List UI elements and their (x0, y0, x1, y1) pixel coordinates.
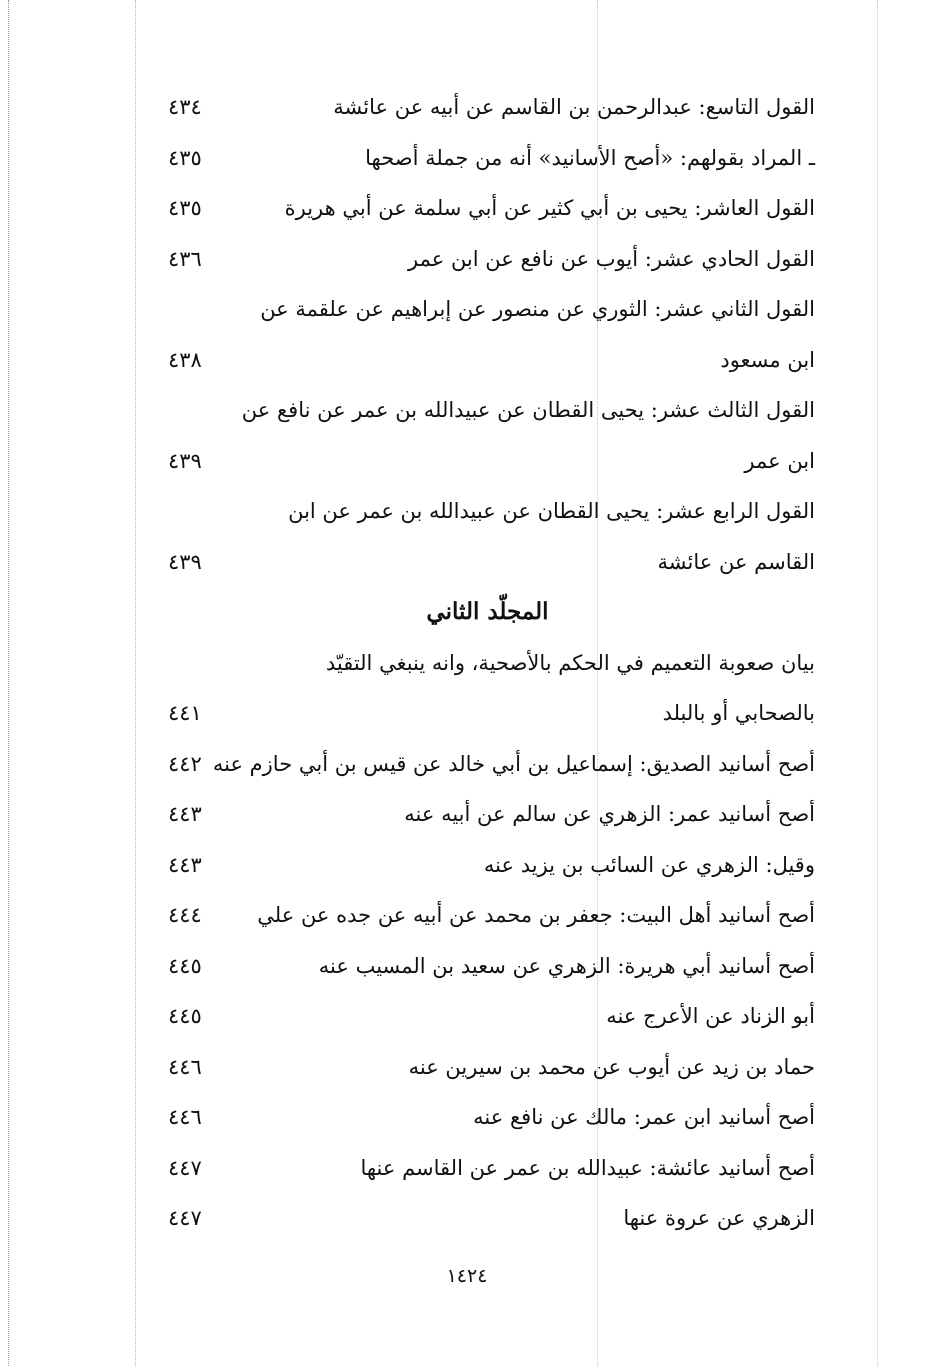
toc-entry-page-number: ٤٣٦ (168, 246, 202, 271)
toc-entry-title: أصح أسانيد أهل البيت: جعفر بن محمد عن أبيه عن جده عن علي (257, 903, 815, 927)
toc-entry-title: بالصحابي أو بالبلد (662, 701, 815, 725)
toc-entry-title: القول الثاني عشر: الثوري عن منصور عن إبراهيم عن علقمة عن (260, 297, 815, 321)
toc-entry-page-number: ٤٤٤ (168, 903, 202, 927)
toc-entry-title: أصح أسانيد الصديق: إسماعيل بن أبي خالد عن قيس بن أبي حازم عنه (212, 751, 815, 776)
toc-entry (160, 690, 815, 741)
toc-entry (160, 539, 815, 590)
toc-entry-page-number: ٤٤٦ (168, 1105, 202, 1129)
toc-entry-title: أصح أسانيد عمر: الزهري عن سالم عن أبيه عنه (404, 802, 815, 826)
scan-dotted-line (877, 0, 878, 1366)
toc-entry (160, 741, 815, 792)
toc-entry-title: أصح أسانيد ابن عمر: مالك عن نافع عنه (473, 1105, 815, 1129)
toc-entry-page-number: ٤٣٨ (168, 347, 202, 372)
toc-entry-title: الزهري عن عروة عنها (623, 1206, 815, 1230)
toc-entry (160, 842, 815, 893)
toc-entry (160, 387, 815, 438)
toc-entry-title: وقيل: الزهري عن السائب بن يزيد عنه (483, 852, 815, 877)
toc-entry (160, 791, 815, 842)
toc-entry (160, 286, 815, 337)
toc-entry-title: بيان صعوبة التعميم في الحكم بالأصحية، وانه ينبغي التقيّد (325, 650, 815, 675)
toc-entry (160, 438, 815, 489)
toc-entry-title: أبو الزناد عن الأعرج عنه (606, 1004, 815, 1028)
toc-entry-page-number: ٤٤٥ (168, 953, 202, 978)
toc-entry (160, 337, 815, 388)
toc-entry-title: أصح أسانيد أبي هريرة: الزهري عن سعيد بن المسيب عنه (318, 953, 815, 978)
toc-entry-page-number: ٤٣٤ (168, 95, 202, 119)
toc-entry-page-number: ٤٤٢ (168, 751, 202, 776)
toc-entry-page-number: ٤٤٧ (168, 1206, 202, 1230)
toc-entry (160, 84, 815, 135)
toc-entry (160, 185, 815, 236)
toc-entry (160, 993, 815, 1044)
toc-entry-page-number: ٤٣٥ (168, 145, 202, 170)
scan-dotted-line (8, 0, 9, 1366)
toc-entry-title: القول العاشر: يحيى بن أبي كثير عن أبي سلمة عن أبي هريرة (284, 196, 815, 220)
toc-entry (160, 135, 815, 186)
toc-entry-title: القول الرابع عشر: يحيى القطان عن عبيدالله بن عمر عن ابن (288, 499, 815, 523)
toc-entry (160, 892, 815, 943)
toc-entry-title: أصح أسانيد عائشة: عبيدالله بن عمر عن القاسم عنها (360, 1155, 815, 1180)
table-of-contents (160, 84, 815, 1246)
page-number: ١٤٢٤ (446, 1265, 488, 1287)
toc-entry-title: ـ المراد بقولهم: «أصح الأسانيد» أنه من جملة أصحها (365, 145, 815, 170)
toc-entry-title: ابن عمر (744, 448, 815, 473)
toc-entry (160, 1094, 815, 1145)
toc-entry-page-number: ٤٤٥ (168, 1004, 202, 1028)
toc-entry (160, 1044, 815, 1095)
toc-entry-page-number: ٤٤٣ (168, 802, 202, 826)
toc-entry (160, 236, 815, 287)
toc-entry-title: القول التاسع: عبدالرحمن بن القاسم عن أبيه عن عائشة (333, 95, 815, 119)
toc-entry (160, 1195, 815, 1246)
section-heading-row (160, 589, 815, 640)
scan-dotted-line (135, 0, 136, 1366)
toc-entry-page-number: ٤٤٧ (168, 1155, 202, 1180)
toc-entry (160, 640, 815, 691)
toc-entry-title: حماد بن زيد عن أيوب عن محمد بن سيرين عنه (408, 1054, 815, 1079)
toc-entry-page-number: ٤٣٩ (168, 448, 202, 473)
toc-entry-page-number: ٤٤١ (168, 701, 202, 725)
section-heading: المجلّد الثاني (426, 598, 549, 625)
toc-entry (160, 943, 815, 994)
toc-entry-page-number: ٤٣٥ (168, 196, 202, 220)
toc-entry (160, 1145, 815, 1196)
toc-entry-page-number: ٤٤٦ (168, 1054, 202, 1079)
toc-entry-title: ابن مسعود (720, 347, 815, 372)
toc-entry (160, 488, 815, 539)
toc-entry-title: القول الحادي عشر: أيوب عن نافع عن ابن عمر (408, 246, 815, 271)
toc-entry-page-number: ٤٤٣ (168, 852, 202, 877)
toc-entry-page-number: ٤٣٩ (168, 549, 202, 574)
toc-entry-title: القول الثالث عشر: يحيى القطان عن عبيدالله بن عمر عن نافع عن (241, 398, 815, 422)
toc-entry-title: القاسم عن عائشة (657, 549, 815, 574)
